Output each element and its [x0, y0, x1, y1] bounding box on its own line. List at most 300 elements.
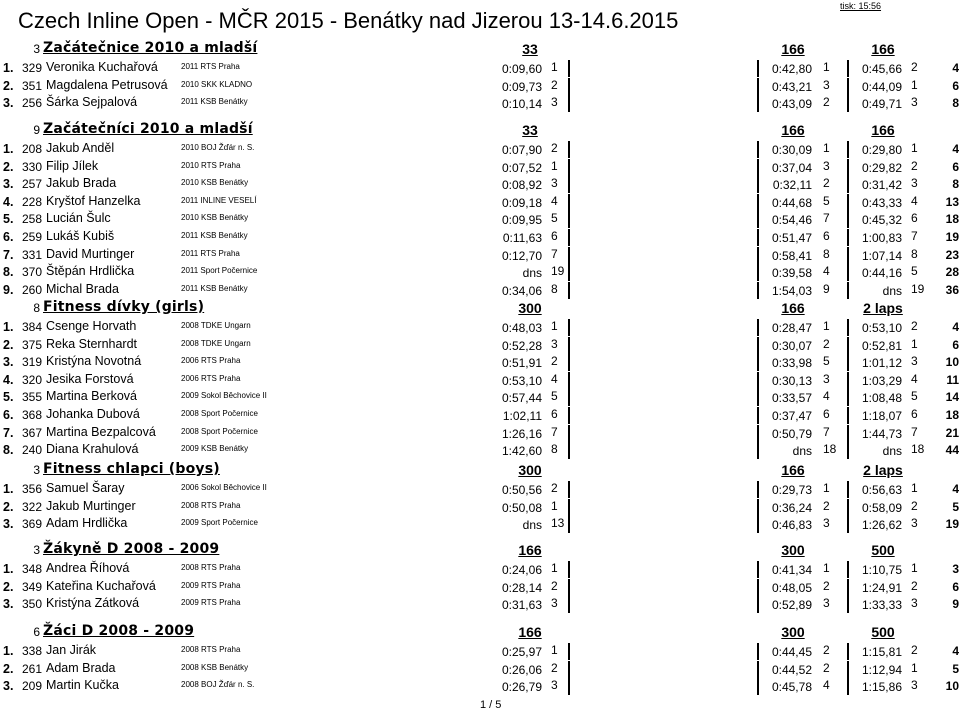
rank: 2.	[3, 661, 14, 676]
column-divider	[568, 229, 570, 246]
place-1: 1	[551, 60, 558, 74]
rank: 1.	[3, 482, 14, 496]
column-divider	[568, 661, 570, 678]
points-total: 4	[952, 482, 959, 496]
time-2: 0:44,45	[771, 645, 812, 659]
bib-number: 259	[21, 229, 42, 244]
place-2: 1	[823, 481, 830, 495]
place-3: 2	[911, 643, 918, 657]
category-name: Fitness chlapci (boys)	[43, 461, 220, 477]
bib-number: 368	[21, 407, 42, 422]
column-divider	[847, 194, 849, 211]
place-3: 5	[911, 389, 918, 404]
column-divider	[847, 211, 849, 228]
time-2: 0:43,09	[771, 97, 812, 112]
result-row	[0, 264, 960, 282]
result-section	[0, 121, 960, 299]
column-divider	[757, 481, 759, 498]
bib-number: 349	[21, 579, 42, 594]
racer-name: Samuel Šaray	[46, 481, 125, 495]
result-row	[0, 176, 960, 194]
year-club: 2011 RTS Praha	[181, 248, 240, 258]
time-3: 0:44,16	[861, 266, 902, 281]
column-divider	[847, 389, 849, 406]
column-divider	[847, 481, 849, 498]
racer-name: Lukáš Kubiš	[46, 228, 115, 243]
distance-1: 166	[518, 624, 542, 640]
column-divider	[847, 499, 849, 516]
time-1: 0:50,56	[501, 483, 542, 497]
column-divider	[847, 141, 849, 158]
racer-name: Reka Sternhardt	[46, 336, 138, 351]
place-3: 1	[911, 336, 918, 351]
column-divider	[757, 561, 759, 578]
category-name: Fitness dívky (girls)	[43, 299, 205, 315]
place-3: 6	[911, 406, 918, 421]
place-2: 18	[823, 442, 837, 457]
time-2: 0:29,73	[771, 483, 812, 497]
time-3: 0:52,81	[861, 338, 902, 353]
time-2: 1:54,03	[771, 283, 812, 298]
time-2: 0:43,21	[771, 79, 812, 94]
time-3: 1:08,48	[861, 391, 902, 406]
time-1: 0:52,28	[501, 338, 542, 353]
column-divider	[757, 176, 759, 193]
column-divider	[568, 159, 570, 176]
column-divider	[847, 372, 849, 389]
place-3: 1	[911, 77, 918, 92]
year-club: 2010 KSB Benátky	[181, 213, 249, 223]
rank: 1.	[3, 142, 14, 156]
distance-3: 166	[871, 41, 895, 57]
time-1: 0:34,06	[501, 283, 542, 298]
place-1: 1	[551, 498, 558, 513]
year-club: 2008 Sport Počernice	[181, 426, 258, 436]
points-total: 36	[945, 282, 959, 297]
time-3: 1:44,73	[861, 426, 902, 441]
rank: 2.	[3, 78, 14, 93]
time-1: 0:50,08	[501, 500, 542, 515]
place-2: 1	[823, 319, 830, 333]
bib-number: 384	[21, 320, 42, 334]
year-club: 2011 KSB Benátky	[181, 230, 248, 240]
rank: 7.	[3, 247, 14, 262]
column-divider	[757, 95, 759, 112]
column-divider	[568, 516, 570, 533]
column-divider	[568, 389, 570, 406]
place-2: 1	[823, 60, 830, 74]
result-row	[0, 229, 960, 247]
place-1: 3	[551, 678, 558, 693]
bib-number: 260	[21, 282, 42, 297]
time-3: 1:00,83	[861, 230, 902, 245]
distance-1: 300	[518, 462, 542, 478]
time-1: 0:08,92	[501, 178, 542, 193]
points-total: 3	[952, 562, 959, 576]
rank: 2.	[3, 579, 14, 594]
points-total: 6	[952, 159, 959, 174]
place-3: 2	[911, 158, 918, 173]
time-1: 0:26,06	[501, 662, 542, 677]
column-divider	[757, 60, 759, 77]
column-divider	[847, 425, 849, 442]
place-3: 6	[911, 211, 918, 226]
rank: 6.	[3, 407, 14, 422]
bib-number: 331	[21, 247, 42, 262]
place-2: 3	[823, 596, 830, 611]
rank: 8.	[3, 443, 14, 458]
time-3: 1:01,12	[861, 356, 902, 371]
place-2: 2	[823, 660, 830, 675]
time-2: 0:32,11	[772, 178, 812, 193]
column-divider	[568, 678, 570, 695]
place-1: 5	[551, 211, 558, 226]
racer-name: Adam Brada	[46, 660, 116, 675]
place-3: 3	[911, 354, 918, 369]
bib-number: 367	[21, 425, 42, 440]
points-total: 19	[945, 517, 959, 532]
rank: 3.	[3, 96, 14, 111]
place-3: 8	[911, 246, 918, 261]
place-1: 19	[551, 264, 565, 279]
place-3: 4	[911, 371, 918, 386]
column-divider	[847, 678, 849, 695]
bib-number: 319	[21, 355, 42, 370]
time-1: 0:09,95	[501, 213, 542, 228]
rank: 1.	[3, 644, 14, 658]
place-1: 2	[551, 578, 558, 593]
column-divider	[568, 354, 570, 371]
time-1: 0:12,70	[501, 248, 542, 263]
time-2: 0:30,07	[771, 338, 812, 353]
page-number: 1 / 5	[480, 699, 502, 711]
year-club: 2006 RTS Praha	[181, 356, 241, 366]
time-3: 0:45,32	[861, 213, 902, 228]
column-divider	[568, 425, 570, 442]
column-divider	[757, 425, 759, 442]
time-2: 0:36,24	[771, 500, 812, 515]
result-row	[0, 159, 960, 177]
place-1: 13	[551, 516, 565, 531]
place-3: 1	[911, 141, 918, 155]
column-divider	[847, 229, 849, 246]
column-divider	[847, 78, 849, 95]
category-number: 8	[33, 301, 40, 315]
year-club: 2008 TDKE Ungarn	[181, 338, 251, 348]
column-divider	[757, 194, 759, 211]
time-1: 0:07,52	[501, 160, 542, 175]
category-name: Žákyně D 2008 - 2009	[43, 541, 220, 557]
time-2: 0:33,57	[771, 391, 812, 406]
place-1: 1	[551, 319, 558, 333]
bib-number: 322	[21, 499, 42, 514]
column-divider	[847, 516, 849, 533]
column-divider	[568, 499, 570, 516]
rank: 3.	[3, 517, 14, 532]
place-3: 7	[911, 424, 918, 439]
time-3: 1:07,14	[861, 248, 902, 263]
time-3: 1:33,33	[861, 598, 902, 613]
place-1: 2	[551, 660, 558, 675]
page-title: Czech Inline Open - MČR 2015 - Benátky nad Jizerou 13-14.6.2015	[18, 8, 679, 33]
result-row	[0, 579, 960, 597]
result-row	[0, 141, 960, 159]
racer-name: Magdalena Petrusová	[46, 77, 168, 92]
place-1: 3	[551, 596, 558, 611]
bib-number: 369	[21, 517, 42, 532]
column-divider	[757, 211, 759, 228]
column-divider	[757, 372, 759, 389]
place-2: 2	[823, 643, 830, 657]
time-2: 0:51,47	[771, 230, 812, 245]
category-number: 3	[33, 42, 40, 56]
column-divider	[757, 661, 759, 678]
year-club: 2011 Sport Počernice	[181, 266, 258, 276]
column-divider	[847, 319, 849, 336]
column-divider	[757, 78, 759, 95]
place-3: 2	[911, 60, 918, 74]
time-2: 0:30,09	[771, 143, 812, 157]
points-total: 23	[945, 247, 959, 262]
place-2: 3	[823, 371, 830, 386]
column-divider	[568, 194, 570, 211]
points-total: 18	[945, 212, 959, 227]
time-1: 0:57,44	[501, 391, 542, 406]
points-total: 14	[945, 390, 959, 405]
column-divider	[847, 159, 849, 176]
time-1: 0:09,18	[501, 195, 542, 210]
section-header	[0, 299, 960, 319]
bib-number: 240	[21, 443, 42, 458]
result-row	[0, 499, 960, 517]
bib-number: 370	[21, 265, 42, 280]
column-divider	[568, 643, 570, 660]
place-2: 3	[823, 516, 830, 531]
bib-number: 351	[21, 78, 42, 93]
year-club: 2009 RTS Praha	[181, 580, 241, 590]
time-2: 0:52,89	[771, 598, 812, 613]
place-1: 2	[551, 481, 558, 495]
bib-number: 350	[21, 597, 42, 612]
place-2: 4	[823, 264, 830, 279]
year-club: 2010 RTS Praha	[181, 160, 241, 170]
column-divider	[757, 596, 759, 613]
place-1: 5	[551, 389, 558, 404]
time-1: 0:11,63	[502, 230, 542, 245]
time-3: 1:15,86	[861, 680, 902, 695]
column-divider	[847, 596, 849, 613]
time-2: 0:48,05	[771, 580, 812, 595]
result-row	[0, 211, 960, 229]
points-total: 9	[952, 597, 959, 612]
column-divider	[847, 561, 849, 578]
column-divider	[847, 442, 849, 459]
distance-3: 2 laps	[863, 300, 903, 316]
place-2: 9	[823, 281, 830, 296]
column-divider	[847, 407, 849, 424]
place-2: 1	[823, 561, 830, 575]
points-total: 21	[945, 425, 959, 440]
rank: 2.	[3, 159, 14, 174]
place-1: 2	[551, 141, 558, 155]
racer-name: Diana Krahulová	[46, 442, 139, 457]
place-3: 18	[911, 442, 925, 457]
points-total: 4	[952, 142, 959, 156]
distance-2: 166	[781, 462, 805, 478]
points-total: 4	[952, 61, 959, 75]
place-2: 2	[823, 498, 830, 513]
time-2: 0:54,46	[771, 213, 812, 228]
rank: 2.	[3, 499, 14, 514]
points-total: 28	[945, 265, 959, 280]
time-1: dns	[522, 266, 542, 281]
time-1: 0:09,73	[501, 79, 542, 94]
rank: 4.	[3, 372, 14, 387]
result-row	[0, 407, 960, 425]
section-header	[0, 623, 960, 643]
place-1: 2	[551, 77, 558, 92]
result-row	[0, 661, 960, 679]
place-2: 4	[823, 389, 830, 404]
time-3: 1:10,75	[861, 563, 902, 577]
time-1: 0:31,63	[501, 598, 542, 613]
result-row	[0, 78, 960, 96]
column-divider	[568, 596, 570, 613]
points-total: 5	[952, 499, 959, 514]
result-section	[0, 40, 960, 113]
result-row	[0, 442, 960, 460]
column-divider	[757, 247, 759, 264]
place-2: 5	[823, 354, 830, 369]
rank: 5.	[3, 212, 14, 227]
place-3: 3	[911, 678, 918, 693]
year-club: 2010 SKK KLADNO	[181, 79, 253, 89]
racer-name: Jakub Murtinger	[46, 498, 136, 513]
bib-number: 329	[21, 61, 42, 75]
time-3: dns	[882, 444, 902, 459]
place-1: 6	[551, 228, 558, 243]
column-divider	[757, 229, 759, 246]
time-2: 0:46,83	[771, 518, 812, 533]
time-3: 1:26,62	[861, 518, 902, 533]
column-divider	[568, 282, 570, 299]
place-1: 1	[551, 643, 558, 657]
racer-name: Šárka Sejpalová	[46, 95, 138, 110]
year-club: 2008 RTS Praha	[181, 645, 241, 654]
place-1: 7	[551, 246, 558, 261]
racer-name: Kryštof Hanzelka	[46, 193, 141, 208]
bib-number: 208	[21, 142, 42, 156]
year-club: 2008 KSB Benátky	[181, 662, 249, 672]
column-divider	[568, 176, 570, 193]
column-divider	[568, 481, 570, 498]
column-divider	[757, 141, 759, 158]
racer-name: Jakub Anděl	[46, 141, 115, 155]
time-3: 0:56,63	[861, 483, 902, 497]
time-2: 0:45,78	[771, 680, 812, 695]
racer-name: Jakub Brada	[46, 176, 117, 191]
result-row	[0, 516, 960, 534]
place-3: 1	[911, 561, 918, 575]
bib-number: 209	[21, 679, 42, 694]
result-row	[0, 319, 960, 337]
time-1: 0:25,97	[501, 645, 542, 659]
result-row	[0, 678, 960, 696]
rank: 1.	[3, 61, 14, 75]
place-2: 3	[823, 158, 830, 173]
racer-name: Martina Berková	[46, 389, 138, 404]
column-divider	[847, 282, 849, 299]
category-number: 3	[33, 463, 40, 477]
place-2: 4	[823, 678, 830, 693]
racer-name: Michal Brada	[46, 281, 119, 296]
time-2: 0:41,34	[771, 563, 812, 577]
time-3: 0:49,71	[861, 97, 902, 112]
time-2: 0:37,47	[771, 408, 812, 423]
bib-number: 330	[21, 159, 42, 174]
points-total: 6	[952, 78, 959, 93]
result-section	[0, 299, 960, 460]
distance-2: 166	[781, 300, 805, 316]
place-2: 8	[823, 246, 830, 261]
racer-name: Adam Hrdlička	[46, 516, 128, 531]
place-1: 7	[551, 424, 558, 439]
rank: 7.	[3, 425, 14, 440]
place-3: 7	[911, 228, 918, 243]
column-divider	[568, 579, 570, 596]
time-3: 1:24,91	[861, 580, 902, 595]
result-section	[0, 541, 960, 614]
place-3: 19	[911, 281, 925, 296]
section-header	[0, 121, 960, 141]
year-club: 2009 Sport Počernice	[181, 518, 258, 528]
category-number: 6	[33, 625, 40, 639]
place-2: 2	[823, 336, 830, 351]
distance-3: 166	[871, 122, 895, 138]
distance-2: 300	[781, 542, 805, 558]
time-3: 1:12,94	[861, 662, 902, 677]
distance-2: 166	[781, 122, 805, 138]
time-2: 0:50,79	[771, 426, 812, 441]
column-divider	[847, 247, 849, 264]
time-1: 0:48,03	[501, 321, 542, 335]
time-1: 0:28,14	[501, 580, 542, 595]
bib-number: 261	[21, 661, 42, 676]
time-1: 0:53,10	[501, 373, 542, 388]
place-1: 8	[551, 281, 558, 296]
place-2: 2	[823, 578, 830, 593]
points-total: 4	[952, 644, 959, 658]
time-3: 0:29,80	[861, 143, 902, 157]
points-total: 19	[945, 229, 959, 244]
column-divider	[568, 141, 570, 158]
place-1: 3	[551, 336, 558, 351]
points-total: 8	[952, 96, 959, 111]
distance-3: 500	[871, 542, 895, 558]
time-3: 0:31,42	[861, 178, 902, 193]
column-divider	[757, 337, 759, 354]
place-2: 2	[823, 176, 830, 191]
place-2: 1	[823, 141, 830, 155]
section-header	[0, 541, 960, 561]
place-2: 7	[823, 424, 830, 439]
place-2: 5	[823, 193, 830, 208]
year-club: 2010 KSB Benátky	[181, 178, 249, 188]
result-row	[0, 354, 960, 372]
place-3: 3	[911, 596, 918, 611]
column-divider	[757, 389, 759, 406]
racer-name: Johanka Dubová	[46, 406, 140, 421]
